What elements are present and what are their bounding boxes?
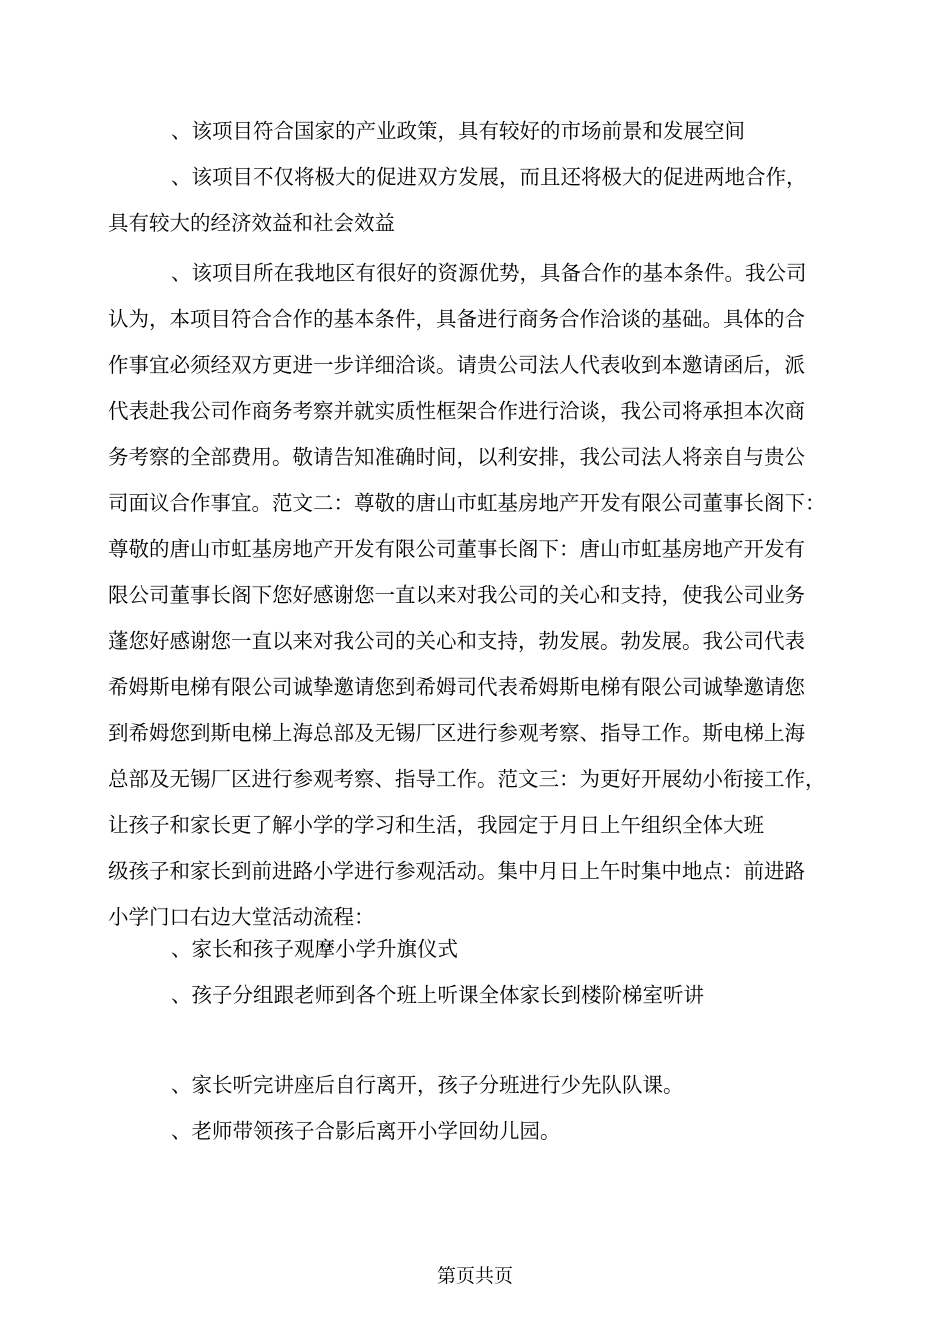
text-line: 具有较大的经济效益和社会效益 [108,211,395,235]
text-line: 代表赴我公司作商务考察并就实质性框架合作进行洽谈，我公司将承担本次商 [108,399,805,423]
text-line: 让孩子和家长更了解小学的学习和生活，我园定于月日上午组织全体大班 [108,813,764,837]
text-line: 、该项目不仅将极大的促进双方发展，而且还将极大的促进两地合作， [171,165,807,189]
text-line: 希姆斯电梯有限公司诚挚邀请您到希姆司代表希姆斯电梯有限公司诚挚邀请您 [108,675,805,699]
list-item: 、老师带领孩子合影后离开小学回幼儿园。 [171,1119,561,1143]
text-line: 级孩子和家长到前进路小学进行参观活动。集中月日上午时集中地点：前进路 [108,859,805,883]
text-line: 认为，本项目符合合作的基本条件，具备进行商务合作洽谈的基础。具体的合 [108,307,805,331]
text-line: 、该项目符合国家的产业政策，具有较好的市场前景和发展空间 [171,119,745,143]
list-item: 、家长和孩子观摩小学升旗仪式 [171,937,458,961]
list-item: 、家长听完讲座后自行离开，孩子分班进行少先队队课。 [171,1073,684,1097]
list-item: 、孩子分组跟老师到各个班上听课全体家长到楼阶梯室听讲 [171,983,704,1007]
text-line: 蓬您好感谢您一直以来对我公司的关心和支持，勃发展。勃发展。我公司代表 [108,629,805,653]
text-line: 尊敬的唐山市虹基房地产开发有限公司董事长阁下：唐山市虹基房地产开发有 [108,537,805,561]
text-line: 作事宜必须经双方更进一步详细洽谈。请贵公司法人代表收到本邀请函后，派 [108,353,805,377]
text-line: 务考察的全部费用。敬请告知准确时间，以利安排，我公司法人将亲自与贵公 [108,445,805,469]
text-line: 到希姆您到斯电梯上海总部及无锡厂区进行参观考察、指导工作。斯电梯上海 [108,721,805,745]
text-line: 司面议合作事宜。范文二：尊敬的唐山市虹基房地产开发有限公司董事长阁下： [108,491,826,515]
text-line: 总部及无锡厂区进行参观考察、指导工作。范文三：为更好开展幼小衔接工作， [108,767,826,791]
text-line: 、该项目所在我地区有很好的资源优势，具备合作的基本条件。我公司 [171,261,807,285]
text-line: 限公司董事长阁下您好感谢您一直以来对我公司的关心和支持，使我公司业务 [108,583,805,607]
page-footer: 第页共页 [436,1265,513,1287]
text-line: 小学门口右边大堂活动流程： [108,905,375,929]
